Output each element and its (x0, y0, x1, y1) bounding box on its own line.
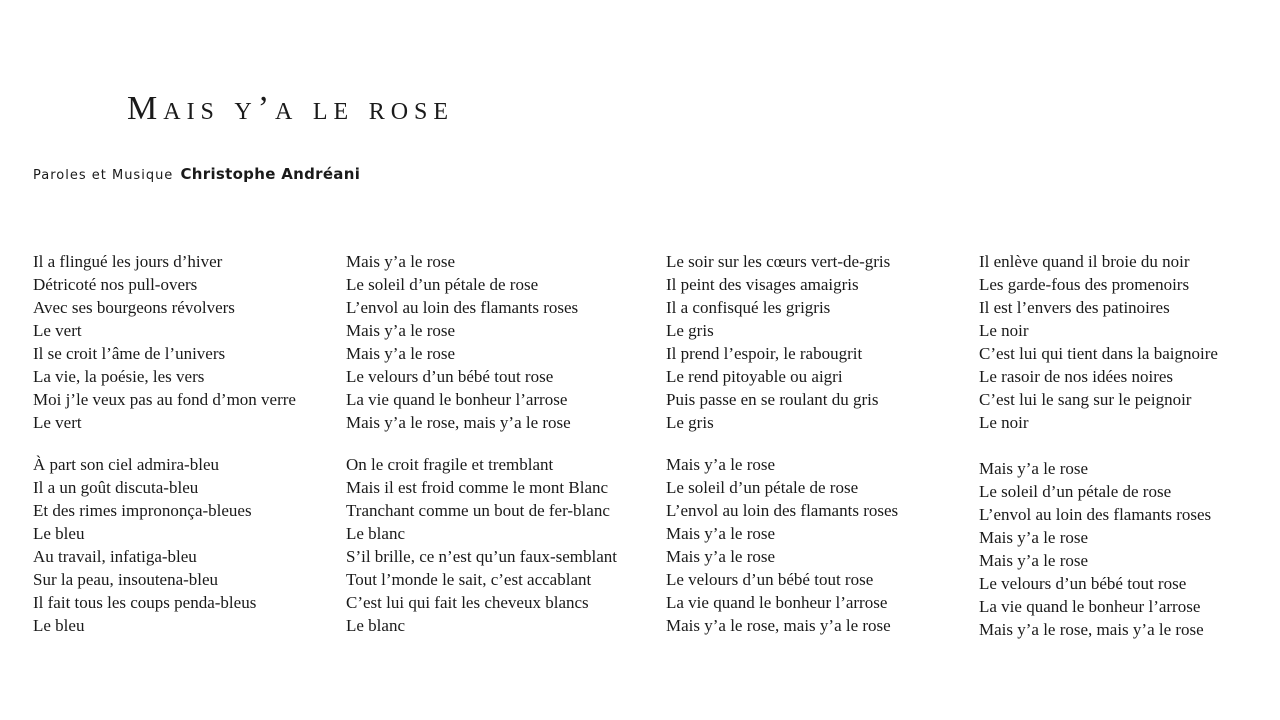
lyric-line: Le noir (979, 413, 1029, 432)
lyric-line: Mais y’a le rose (666, 524, 776, 543)
chorus-stanza (979, 457, 1279, 641)
lyric-line: Les garde-fous des promenoirs (979, 275, 1190, 294)
lyric-line: Le velours d’un bébé tout rose (979, 574, 1187, 593)
lyric-line: Le noir (979, 321, 1029, 340)
lyric-line: On le croit fragile et tremblant (346, 455, 554, 474)
lyric-line: Le vert (33, 413, 82, 432)
lyric-line: Le rasoir de nos idées noires (979, 367, 1174, 386)
lyric-line: Moi j’le veux pas au fond d’mon verre (33, 390, 296, 409)
lyric-line: L’envol au loin des flamants roses (346, 298, 579, 317)
chorus-stanza (346, 250, 646, 434)
song-credits (33, 165, 360, 183)
lyric-line: Mais y’a le rose (979, 551, 1089, 570)
lyric-line: Tranchant comme un bout de fer-blanc (346, 501, 610, 520)
lyric-line: La vie quand le bonheur l’arrose (346, 390, 568, 409)
lyric-line: Il a un goût discuta-bleu (33, 478, 199, 497)
lyric-line: Mais y’a le rose (346, 321, 456, 340)
lyric-line: Le velours d’un bébé tout rose (666, 570, 874, 589)
stanza (666, 250, 966, 434)
lyric-line: Le soleil d’un pétale de rose (979, 482, 1172, 501)
lyric-line: S’il brille, ce n’est qu’un faux-semblant (346, 547, 617, 566)
lyric-line: Le bleu (33, 524, 85, 543)
lyric-line: Le soleil d’un pétale de rose (346, 275, 539, 294)
lyric-line: Mais y’a le rose (666, 455, 776, 474)
lyric-line: Mais y’a le rose (979, 459, 1089, 478)
lyrics-column-1 (33, 250, 333, 656)
stanza (33, 250, 333, 434)
lyric-line: Détricoté nos pull-overs (33, 275, 198, 294)
lyric-line: Le rend pitoyable ou aigri (666, 367, 843, 386)
lyric-line: Le blanc (346, 524, 405, 543)
lyric-line: Il a confisqué les grigris (666, 298, 831, 317)
stanza (979, 250, 1279, 434)
lyric-line: Il enlève quand il broie du noir (979, 252, 1190, 271)
lyric-line: À part son ciel admira-bleu (33, 455, 219, 474)
lyric-line: Le gris (666, 413, 714, 432)
lyrics-column-3 (666, 250, 966, 656)
lyric-line: L’envol au loin des flamants roses (666, 501, 899, 520)
lyric-line: Le soir sur les cœurs vert-de-gris (666, 252, 891, 271)
lyric-line: Mais y’a le rose, mais y’a le rose (979, 620, 1204, 639)
lyric-line: Au travail, infatiga-bleu (33, 547, 197, 566)
lyric-line: Mais y’a le rose, mais y’a le rose (346, 413, 571, 432)
lyrics-column-4 (979, 250, 1279, 664)
lyric-line: La vie, la poésie, les vers (33, 367, 205, 386)
lyric-line: Tout l’monde le sait, c’est accablant (346, 570, 592, 589)
lyric-line: Le blanc (346, 616, 405, 635)
stanza (346, 453, 646, 637)
lyric-line: Le soleil d’un pétale de rose (666, 478, 859, 497)
lyric-line: Mais il est froid comme le mont Blanc (346, 478, 609, 497)
lyric-line: Il fait tous les coups penda-bleus (33, 593, 257, 612)
lyric-line: La vie quand le bonheur l’arrose (666, 593, 888, 612)
lyric-line: Il se croit l’âme de l’univers (33, 344, 226, 363)
lyric-line: Puis passe en se roulant du gris (666, 390, 879, 409)
lyric-line: Mais y’a le rose (346, 344, 456, 363)
lyric-line: Le gris (666, 321, 714, 340)
lyric-line: Le vert (33, 321, 82, 340)
lyric-line: Avec ses bourgeons révolvers (33, 298, 235, 317)
lyric-line: C’est lui qui tient dans la baignoire (979, 344, 1218, 363)
lyric-line: Et des rimes imprononça-bleues (33, 501, 252, 520)
lyric-line: Sur la peau, insoutena-bleu (33, 570, 219, 589)
lyric-line: Mais y’a le rose (666, 547, 776, 566)
lyric-line: Mais y’a le rose (346, 252, 456, 271)
lyric-line: Il peint des visages amaigris (666, 275, 859, 294)
lyric-line: Mais y’a le rose, mais y’a le rose (666, 616, 891, 635)
chorus-stanza (666, 453, 966, 637)
lyric-line: La vie quand le bonheur l’arrose (979, 597, 1201, 616)
lyric-line: Le velours d’un bébé tout rose (346, 367, 554, 386)
lyrics-column-2 (346, 250, 646, 656)
lyric-line: Il prend l’espoir, le rabougrit (666, 344, 863, 363)
lyric-line: C’est lui qui fait les cheveux blancs (346, 593, 589, 612)
lyric-line: Le bleu (33, 616, 85, 635)
lyric-line: C’est lui le sang sur le peignoir (979, 390, 1192, 409)
lyric-line: Mais y’a le rose (979, 528, 1089, 547)
lyric-line: Il est l’envers des patinoires (979, 298, 1170, 317)
lyric-line: Il a flingué les jours d’hiver (33, 252, 223, 271)
lyric-line: L’envol au loin des flamants roses (979, 505, 1212, 524)
song-title: Mais y’a le rose (127, 90, 455, 127)
credits-prefix: Paroles et Musique (33, 168, 174, 183)
stanza (33, 453, 333, 637)
author-name: Christophe Andréani (180, 165, 361, 183)
